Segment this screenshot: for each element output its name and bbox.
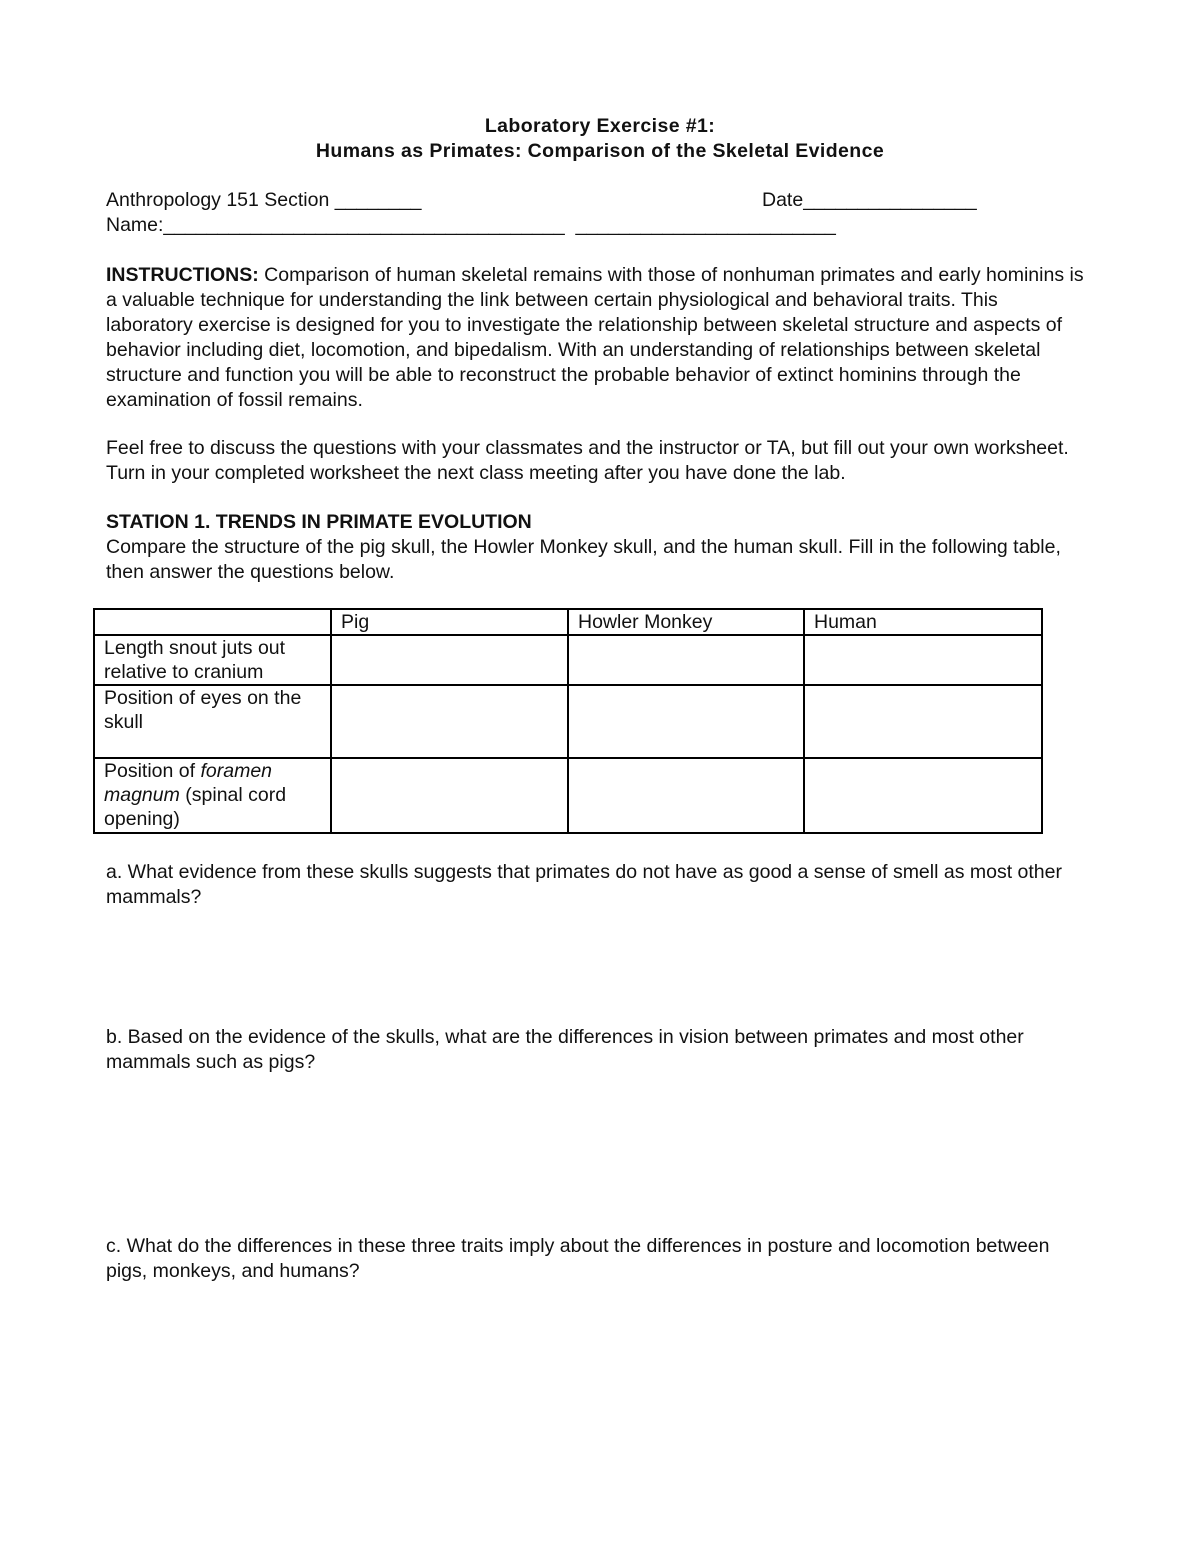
page-title: Laboratory Exercise #1: — [484, 115, 716, 137]
discussion-paragraph: Feel free to discuss the questions with your classmates and the instructor or TA, but fill out your own worksheet. Turn in your completed worksheet the next class meeting after you have done the lab. — [106, 437, 1069, 484]
table-header-cell — [94, 609, 331, 635]
row-label: Length snout juts out relative to cranium — [94, 635, 331, 685]
question-c: c. What do the differences in these three traits imply about the differences in posture and locomotion between pigs, monkeys, and humans? — [106, 1235, 1050, 1282]
answer-cell-human[interactable] — [804, 685, 1042, 758]
answer-cell-human[interactable] — [804, 635, 1042, 685]
table-header-cell: Pig — [331, 609, 568, 635]
instructions-text: Comparison of human skeletal remains with those of nonhuman primates and early hominins is a valuable technique for understanding the link between certain physiological and behavioral traits. This laboratory exercise is designed for you to investigate the relationship between skeletal structure and aspects of behavior including diet, locomotion, and bipedalism. With an understanding of relationships between skeletal structure and function you will be able to reconstruct the probable behavior of extinct hominins through the examination of fossil remains. — [106, 264, 1084, 411]
date-field[interactable]: Date________________ — [762, 189, 977, 211]
answer-cell-pig[interactable] — [331, 635, 568, 685]
row-label: Position of foramen magnum (spinal cord opening) — [94, 758, 331, 833]
table-header-cell: Human — [804, 609, 1042, 635]
answer-cell-howler-monkey[interactable] — [568, 758, 804, 833]
station-intro: Compare the structure of the pig skull, the Howler Monkey skull, and the human skull. Fill in the following table, then answer the questions below. — [106, 536, 1061, 583]
table-header-cell: Howler Monkey — [568, 609, 804, 635]
table-row — [94, 685, 1042, 758]
answer-cell-pig[interactable] — [331, 685, 568, 758]
answer-cell-pig[interactable] — [331, 758, 568, 833]
question-a: a. What evidence from these skulls suggests that primates do not have as good a sense of smell as most other mammals? — [106, 861, 1062, 908]
table-header-row — [94, 609, 1042, 635]
answer-cell-human[interactable] — [804, 758, 1042, 833]
italic-term: foramen magnum — [104, 760, 273, 806]
title-block — [0, 114, 1200, 164]
instructions-paragraph — [106, 263, 1086, 413]
instructions-label: INSTRUCTIONS: — [106, 264, 259, 286]
answer-cell-howler-monkey[interactable] — [568, 635, 804, 685]
question-b: b. Based on the evidence of the skulls, what are the differences in vision between primates and most other mammals such as pigs? — [106, 1026, 1024, 1073]
section-field[interactable]: Anthropology 151 Section ________ — [106, 189, 422, 211]
name-field[interactable]: Name:_____________________________________ ________________________ — [106, 214, 836, 236]
comparison-table — [93, 608, 1043, 834]
table-row — [94, 758, 1042, 833]
table-row — [94, 635, 1042, 685]
station-heading: STATION 1. TRENDS IN PRIMATE EVOLUTION — [106, 511, 532, 533]
page-subtitle: Humans as Primates: Comparison of the Skeletal Evidence — [315, 140, 885, 162]
answer-cell-howler-monkey[interactable] — [568, 685, 804, 758]
row-label: Position of eyes on the skull — [94, 685, 331, 758]
